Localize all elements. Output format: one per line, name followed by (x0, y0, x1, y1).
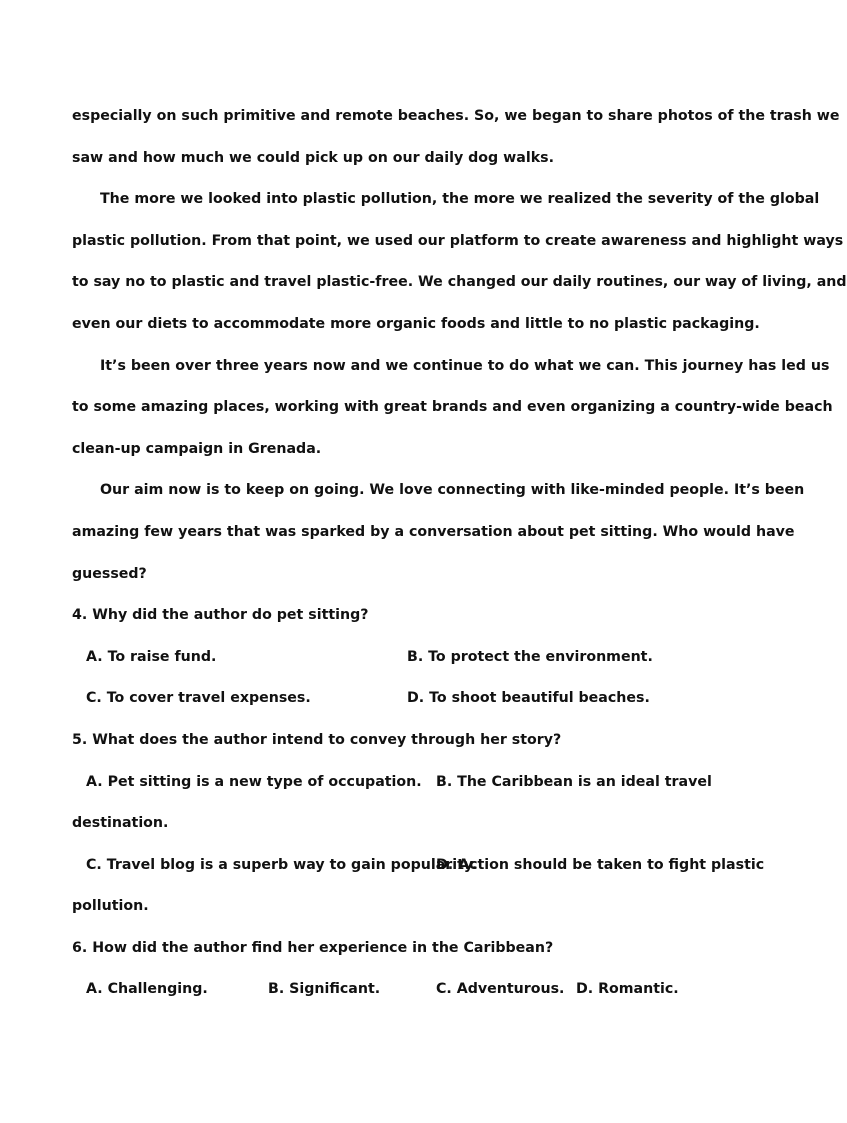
text-line: to say no to plastic and travel plastic-free. We changed our daily routines, our way of living, and (72, 274, 847, 291)
option-row (72, 762, 722, 804)
passage-paragraph-1 (72, 96, 840, 179)
passage-paragraph-4 (72, 470, 805, 595)
question-4 (72, 595, 722, 720)
option-a[interactable]: A. To raise fund. (86, 648, 217, 665)
text-line: to some amazing places, working with great brands and even organizing a country-wide beach (72, 399, 833, 416)
question-stem: 5. What does the author intend to convey through her story? (72, 731, 562, 748)
option-d[interactable]: D. Romantic. (576, 981, 679, 998)
option-a[interactable]: A. Challenging. (86, 981, 208, 998)
text-line: saw and how much we could pick up on our daily dog walks. (72, 149, 554, 166)
question-6 (72, 928, 722, 1011)
text-line: It’s been over three years now and we continue to do what we can. This journey has led us (100, 357, 830, 374)
text-line: even our diets to accommodate more organic foods and little to no plastic packaging. (72, 315, 760, 332)
option-row (72, 969, 722, 1011)
option-c[interactable]: C. To cover travel expenses. (86, 690, 311, 707)
question-5 (72, 720, 765, 928)
option-d[interactable]: D. To shoot beautiful beaches. (407, 690, 650, 707)
text-line: amazing few years that was sparked by a conversation about pet sitting. Who would have (72, 523, 795, 540)
text-line: The more we looked into plastic pollution, the more we realized the severity of the global (100, 191, 820, 208)
option-row (72, 637, 722, 679)
question-stem: 6. How did the author find her experience in the Caribbean? (72, 939, 554, 956)
document-page (72, 96, 847, 1011)
text-line: especially on such primitive and remote beaches. So, we began to share photos of the trash we (72, 108, 840, 124)
option-a[interactable]: A. Pet sitting is a new type of occupation. (86, 773, 422, 790)
option-b-continuation: destination. (72, 815, 169, 832)
option-d[interactable]: D. Action should be taken to fight plastic (436, 856, 765, 873)
text-line: Our aim now is to keep on going. We love connecting with like-minded people. It’s been (100, 482, 805, 499)
passage-paragraph-2 (72, 179, 847, 345)
text-line: plastic pollution. From that point, we used our platform to create awareness and highlight ways (72, 232, 844, 249)
option-b[interactable]: B. Significant. (268, 981, 381, 998)
text-line: clean-up campaign in Grenada. (72, 440, 322, 457)
text-line: guessed? (72, 565, 147, 582)
option-row (72, 678, 722, 720)
option-row (72, 845, 765, 887)
option-c[interactable]: C. Adventurous. (436, 981, 565, 998)
passage-paragraph-3 (72, 346, 833, 471)
question-stem: 4. Why did the author do pet sitting? (72, 607, 369, 624)
option-b[interactable]: B. The Caribbean is an ideal travel (436, 773, 712, 790)
option-d-continuation: pollution. (72, 898, 149, 915)
option-b[interactable]: B. To protect the environment. (407, 648, 653, 665)
option-c[interactable]: C. Travel blog is a superb way to gain popularity. (86, 856, 478, 873)
